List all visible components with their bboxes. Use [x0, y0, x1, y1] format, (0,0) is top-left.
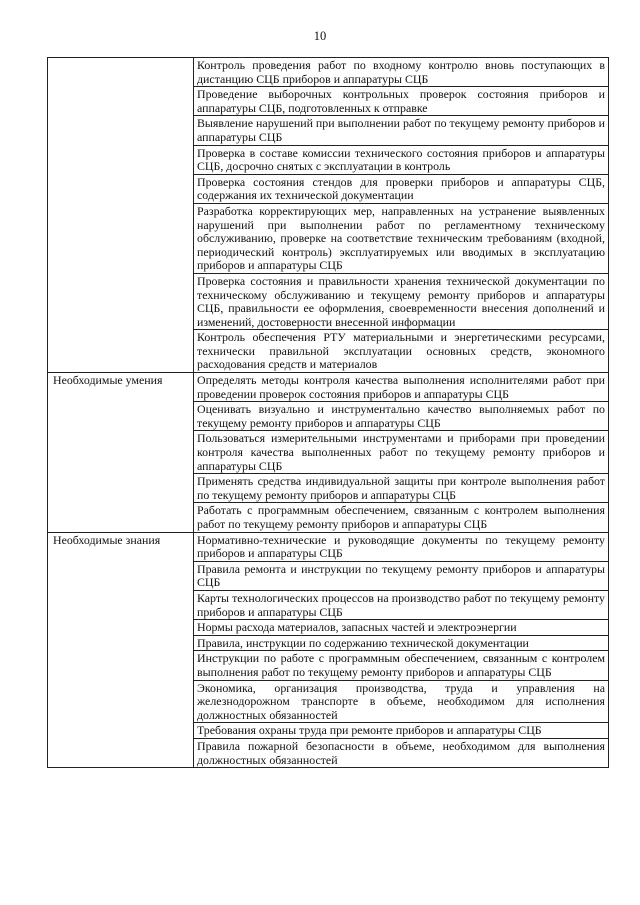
requirement-item: Правила пожарной безопасности в объеме, необходимом для выполнения должностных обязанностей [194, 738, 609, 767]
requirement-item: Проверка состояния стендов для проверки приборов и аппаратуры СЦБ, содержания их технической документации [194, 174, 609, 203]
requirement-item: Проверка в составе комиссии технического состояния приборов и аппаратуры СЦБ, досрочно снятых с эксплуатации в контроль [194, 145, 609, 174]
requirement-item: Экономика, организация производства, труда и управления на железнодорожном транспорте в объеме, необходимом для исполнения должностных обязанностей [194, 680, 609, 723]
requirement-item: Пользоваться измерительными инструментами и приборами при проведении контроля качества выполненных работ по текущему ремонту приборов и аппаратуры СЦБ [194, 431, 609, 474]
section-label: Необходимые умения [48, 373, 194, 533]
table-row [48, 532, 609, 561]
requirement-item: Выявление нарушений при выполнении работ по текущему ремонту приборов и аппаратуры СЦБ [194, 116, 609, 145]
requirement-item: Правила, инструкции по содержанию технической документации [194, 635, 609, 651]
requirement-item: Проверка состояния и правильности хранения технической документации по техническому обслуживанию и текущему ремонту приборов и аппаратуры СЦБ, правильности ее оформления, своевременности внесения дополнений и изменений, достоверности внесенной информации [194, 273, 609, 329]
requirement-item: Применять средства индивидуальной защиты при контроле выполнения работ по текущему ремонту приборов и аппаратуры СЦБ [194, 474, 609, 503]
table-row [48, 373, 609, 402]
table-row [48, 58, 609, 87]
requirement-item: Карты технологических процессов на производство работ по текущему ремонту приборов и аппаратуры СЦБ [194, 590, 609, 619]
requirement-item: Работать с программным обеспечением, связанным с контролем выполнения работ по текущему ремонту приборов и аппаратуры СЦБ [194, 503, 609, 532]
requirement-item: Проведение выборочных контрольных проверок состояния приборов и аппаратуры СЦБ, подготовленных к отправке [194, 87, 609, 116]
section-label [48, 58, 194, 373]
requirements-table [47, 57, 609, 768]
requirement-item: Нормы расхода материалов, запасных частей и электроэнергии [194, 620, 609, 636]
requirement-item: Контроль обеспечения РТУ материальными и энергетическими ресурсами, технически правильной эксплуатации основных средств, экономного расходования средств и материалов [194, 330, 609, 373]
requirement-item: Разработка корректирующих мер, направленных на устранение выявленных нарушений при выполнении работ по регламентному техническому обслуживанию, проверке на соответствие техническим требованиям (входной, периодический контроль) эксплуатируемых или вводимых в эксплуатацию приборов и аппаратуры СЦБ [194, 203, 609, 273]
requirement-item: Инструкции по работе с программным обеспечением, связанным с контролем выполнения работ по текущему ремонту приборов и аппаратуры СЦБ [194, 651, 609, 680]
section-label: Необходимые знания [48, 532, 194, 768]
requirement-item: Определять методы контроля качества выполнения исполнителями работ при проведении проверок состояния приборов и аппаратуры СЦБ [194, 373, 609, 402]
requirement-item: Оценивать визуально и инструментально качество выполняемых работ по текущему ремонту приборов и аппаратуры СЦБ [194, 402, 609, 431]
requirement-item: Нормативно-технические и руководящие документы по текущему ремонту приборов и аппаратуры СЦБ [194, 532, 609, 561]
requirement-item: Правила ремонта и инструкции по текущему ремонту приборов и аппаратуры СЦБ [194, 561, 609, 590]
page-number: 10 [313, 29, 327, 43]
requirement-item: Контроль проведения работ по входному контролю вновь поступающих в дистанцию СЦБ приборов и аппаратуры СЦБ [194, 58, 609, 87]
requirements-table-wrapper [47, 57, 609, 768]
requirement-item: Требования охраны труда при ремонте приборов и аппаратуры СЦБ [194, 723, 609, 739]
